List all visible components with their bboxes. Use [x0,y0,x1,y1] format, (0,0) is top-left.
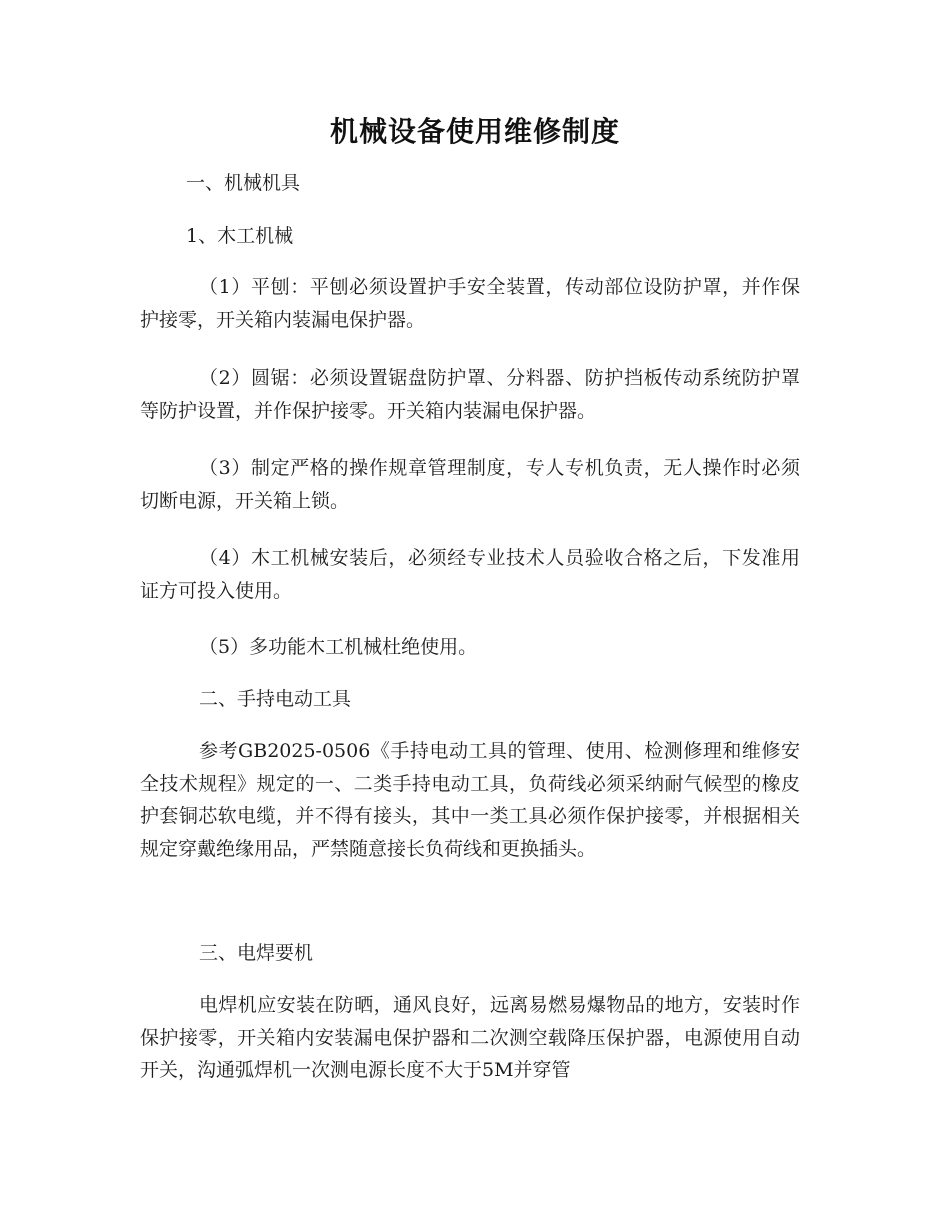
paragraph-item-4: （4）木工机械安装后，必须经专业技术人员验收合格之后，下发准用证方可投入使用。 [140,547,800,602]
document-title: 机械设备使用维修制度 [329,115,620,148]
paragraph-item-1: （1）平刨：平刨必须设置护手安全装置，传动部位设防护罩，并作保护接零，开关箱内装漏电保护器。 [140,276,800,331]
section-heading-welding: 三、电焊要机 [199,942,314,964]
paragraph-welding: 电焊机应安装在防晒，通风良好，远离易燃易爆物品的地方，安装时作保护接零，开关箱内安装漏电保护器和二次测空载降压保护器，电源使用自动开关，沟通弧焊机一次测电源长度不大于5M并穿管 [140,994,800,1081]
paragraph-item-2: （2）圆锯：必须设置锯盘防护罩、分料器、防护挡板传动系统防护罩等防护设置，并作保护接零。开关箱内装漏电保护器。 [140,367,800,422]
section-heading-machinery: 一、机械机具 [186,172,301,194]
paragraph-item-5: （5）多功能木工机械杜绝使用。 [199,636,478,658]
paragraph-power-tools: 参考GB2025-0506《手持电动工具的管理、使用、检测修理和维修安全技术规程》规定的一、二类手持电动工具，负荷线必须采纳耐气候型的橡皮护套铜芯软电缆，并不得有接头，其中一类工具必须作保护接零，并根据相关规定穿戴绝缘用品，严禁随意接长负荷线和更换插头。 [140,740,800,860]
subsection-heading-woodworking: 1、木工机械 [186,225,294,247]
section-heading-power-tools: 二、手持电动工具 [199,688,352,710]
paragraph-item-3: （3）制定严格的操作规章管理制度，专人专机负责，无人操作时必须切断电源，开关箱上锁。 [140,457,800,512]
